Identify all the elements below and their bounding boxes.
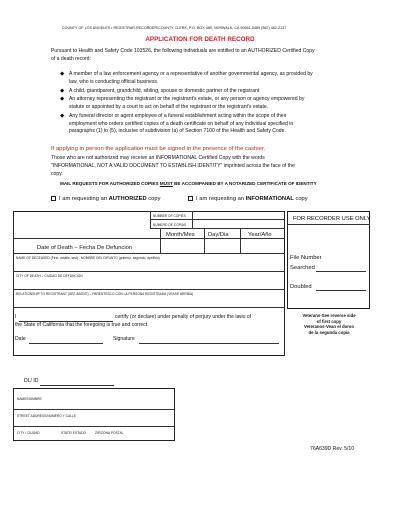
eligibility-text: paragraphs (1) to (5), inclusive of subdivision (a) of Section 7100 of the Health and Safety Code.	[69, 128, 286, 135]
state-label: STATE/ ESTADO	[61, 431, 87, 435]
signature-line[interactable]	[139, 343, 279, 344]
mail-notice	[60, 181, 317, 186]
eligibility-text: Any funeral director or agent employee of a funeral establishment acting within the scope of their	[69, 113, 287, 119]
form-number: 76A639D Rev. 5/10	[310, 446, 355, 452]
diamond-bullet-icon: ◆	[60, 113, 65, 119]
city-of-death-label: CITY OF DEATH – CIUDAD DE DEFUNCION	[16, 274, 83, 278]
day-label: Day/Dia	[208, 232, 229, 238]
diamond-bullet-icon: ◆	[60, 88, 65, 94]
veterans-note	[296, 313, 362, 335]
eligibility-item	[60, 113, 360, 137]
date-label: Date	[15, 336, 26, 342]
informational-pre: I am requesting an	[196, 196, 246, 203]
month-label: Month/Mes	[166, 232, 195, 238]
name-of-deceased-input[interactable]	[15, 261, 283, 270]
authorized-pre: I am requesting an	[59, 196, 109, 203]
declaration-line-2: the State of California that the foregoing is true and correct.	[15, 322, 149, 328]
eligibility-item	[60, 88, 360, 96]
numero-de-copias-label: NUMERO DE COPIAS	[153, 223, 187, 227]
city-label: CITY / CIUDAD	[17, 431, 40, 435]
relationship-input[interactable]	[15, 297, 283, 306]
veterans-note-line: of first copy	[316, 318, 342, 324]
eligibility-text: A member of a law enforcement agency or a representative of another governmental agency, as provided by	[69, 71, 313, 77]
authorized-strong: AUTHORIZED	[108, 196, 147, 203]
city-of-death-input[interactable]	[15, 279, 283, 288]
dl-id-label: DL/ ID	[24, 378, 39, 384]
mailing-street-input[interactable]	[15, 419, 173, 425]
authorized-option[interactable]	[51, 196, 160, 202]
file-number-label: File Number	[290, 255, 322, 261]
eligibility-text: A child, grandparent, grandchild, sibling, spouse or domestic partner of the registrant	[69, 88, 260, 94]
informational-line-1: Those who are not authorized may receive an INFORMATIONAL Certified Copy with the words	[51, 155, 265, 161]
zip-label: ZIP/ZONA POSTAL	[95, 431, 124, 435]
doubled-label: Doubled	[290, 284, 312, 290]
relationship-label: RELATIONSHIP TO REGISTRANT (SEE ABOVE) – PARENTESCO CON LA PERSONA REGISTRADA (VEASE ARRIBA)	[16, 292, 194, 296]
signature-label: Signature	[113, 336, 135, 342]
day-input[interactable]	[205, 239, 239, 252]
in-person-notice: If applying in person the application must be signed in the presence of the cashier.	[51, 146, 266, 152]
recorder-box-title: FOR RECORDER USE ONLY	[293, 216, 371, 222]
page-title: APPLICATION FOR DEATH RECORD	[145, 36, 255, 43]
authorized-post: copy	[146, 196, 161, 203]
street-label: STREET ADDRESS/NUMERO Y CALLE	[17, 414, 77, 418]
informational-strong: INFORMATIONAL	[245, 196, 294, 203]
agency-line: COUNTY OF LOS ANGELES • REGISTRAR-RECORDER/COUNTY CLERK, P.O. BOX 489, NORWALK, CA 90651-0489 (562) 462-2137	[62, 26, 287, 30]
eligibility-text: employment who orders certified copies of a death certificate on behalf of any individual specified in	[69, 120, 294, 127]
date-line[interactable]	[29, 343, 103, 344]
eligibility-item	[60, 96, 360, 112]
eligibility-text: statute or appointed by a court to act on behalf of the registrant or the registrant's estate.	[69, 103, 269, 110]
veterans-note-line: Veterans-See reverse side	[302, 313, 356, 318]
authorized-checkbox[interactable]	[51, 196, 56, 201]
diamond-bullet-icon: ◆	[60, 96, 65, 102]
informational-line-2: "INFORMATIONAL, NOT A VALID DOCUMENT TO ESTABLISH IDENTITY" imprinted across the face of the	[51, 163, 295, 169]
mail-notice-pre: MAIL REQUESTS FOR AUTHORIZED COPIES	[60, 181, 160, 186]
name-label: NAME/NOMBRE	[17, 397, 42, 401]
diamond-bullet-icon: ◆	[60, 71, 65, 77]
year-label: Year/Año	[248, 232, 272, 238]
year-input[interactable]	[241, 239, 284, 252]
informational-checkbox[interactable]	[188, 196, 193, 201]
declaration-line-1: certify (or declare) under penalty of perjury under the laws of	[115, 314, 252, 320]
veterans-note-line: Veteranos-Vean el dorso	[304, 324, 354, 330]
date-of-death-label: Date of Death – Fecha De Defuncion	[37, 245, 133, 251]
name-of-deceased-label: NAME OF DECEASED (First, middle, last) - NOMBRE DEL DIFUNTO (primero, segundo, apellido)	[16, 256, 160, 260]
eligibility-text: An attorney representing the registrant or the registrant's estate, or any person or agency empowered by	[69, 96, 305, 102]
mailing-name-input[interactable]	[15, 402, 173, 408]
informational-post: copy	[293, 196, 308, 203]
month-input[interactable]	[161, 239, 203, 252]
number-of-copies-label: NUMBER OF COPIES	[153, 214, 186, 218]
copies-input[interactable]	[193, 212, 284, 227]
eligibility-text: law, who is conducting official business.	[69, 78, 159, 85]
searched-label: Searched	[290, 265, 315, 271]
declarant-prefix: I	[15, 314, 17, 320]
intro-line-2: of a death record:	[51, 56, 91, 62]
informational-option[interactable]	[188, 196, 308, 202]
mail-notice-post: BE ACCOMPANIED BY A NOTARIZED CERTIFICATE OF IDENTITY	[172, 181, 317, 186]
eligibility-item	[60, 71, 360, 87]
informational-line-3: copy.	[51, 171, 63, 177]
intro-line-1: Pursuant to Health and Safety Code 103526, the following individuals are entitled to an AUTHORIZED Certified Copy	[51, 48, 315, 54]
mail-notice-must: MUST	[159, 181, 173, 186]
veterans-note-line: de la segunda copia	[308, 329, 350, 335]
dl-id-line[interactable]	[40, 385, 114, 386]
